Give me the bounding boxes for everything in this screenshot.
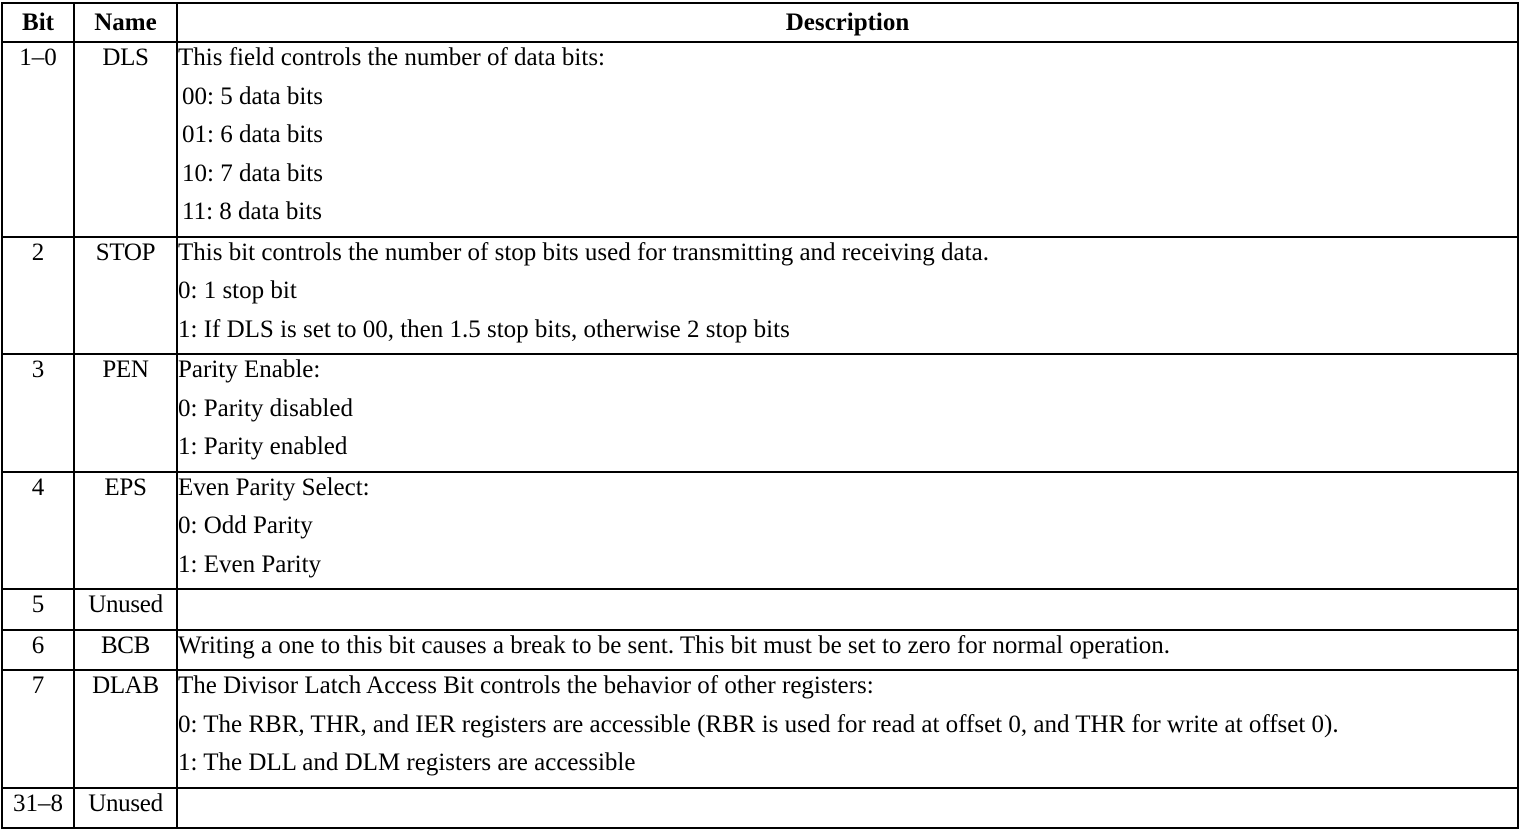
description-cell (177, 630, 1518, 671)
description-line: 1: Parity enabled (178, 433, 348, 460)
bit-cell: 3 (2, 354, 74, 472)
name-cell: PEN (74, 354, 177, 472)
description-line: 10: 7 data bits (182, 159, 323, 187)
name-cell: STOP (74, 237, 177, 355)
name-cell: DLAB (74, 670, 177, 788)
description-line: Parity Enable: (178, 356, 321, 383)
header-description: Description (177, 3, 1518, 42)
header-name: Name (74, 3, 177, 42)
header-bit: Bit (2, 3, 74, 42)
bit-cell: 5 (2, 589, 74, 630)
table-row (2, 472, 1518, 590)
description-line: Even Parity Select: (178, 473, 370, 501)
description-line: 0: Odd Parity (178, 512, 313, 539)
name-cell: DLS (74, 42, 177, 237)
header-row (2, 3, 1518, 42)
table-row (2, 670, 1518, 788)
description-cell (177, 42, 1518, 237)
description-cell (177, 670, 1518, 788)
description-line: 00: 5 data bits (182, 82, 323, 110)
name-cell: Unused (74, 788, 177, 829)
bit-cell: 7 (2, 670, 74, 788)
description-line: 01: 6 data bits (182, 121, 323, 148)
description-line: 11: 8 data bits (182, 198, 323, 225)
description-line: 0: Parity disabled (178, 394, 353, 422)
description-cell (177, 354, 1518, 472)
description-line: This field controls the number of data bits: (178, 44, 605, 71)
register-table (1, 2, 1519, 829)
bit-cell: 31–8 (2, 788, 74, 829)
description-line: Writing a one to this bit causes a break to be sent. This bit must be set to zero for normal operation. (178, 631, 1171, 659)
bit-cell: 2 (2, 237, 74, 355)
table-row (2, 237, 1518, 355)
description-line: 0: 1 stop bit (178, 277, 297, 304)
description-cell (177, 237, 1518, 355)
name-cell: EPS (74, 472, 177, 590)
table-row (2, 354, 1518, 472)
name-cell: Unused (74, 589, 177, 630)
description-line: 0: The RBR, THR, and IER registers are accessible (RBR is used for read at offset 0, and THR for write at offset 0). (178, 710, 1339, 738)
table-row (2, 630, 1518, 671)
table-row (2, 589, 1518, 630)
description-line: 1: If DLS is set to 00, then 1.5 stop bits, otherwise 2 stop bits (178, 315, 790, 343)
table-row (2, 42, 1518, 237)
description-line: 1: The DLL and DLM registers are accessible (178, 749, 636, 776)
description-line (178, 590, 1517, 629)
table-row (2, 788, 1518, 829)
description-cell (177, 788, 1518, 829)
bit-cell: 6 (2, 630, 74, 671)
description-line (178, 789, 1517, 828)
name-cell: BCB (74, 630, 177, 671)
description-line: 1: Even Parity (178, 550, 322, 578)
description-cell (177, 472, 1518, 590)
bit-cell: 4 (2, 472, 74, 590)
description-cell (177, 589, 1518, 630)
bit-cell: 1–0 (2, 42, 74, 237)
description-line: This bit controls the number of stop bits used for transmitting and receiving data. (178, 238, 989, 266)
description-line: The Divisor Latch Access Bit controls the behavior of other registers: (178, 672, 874, 699)
